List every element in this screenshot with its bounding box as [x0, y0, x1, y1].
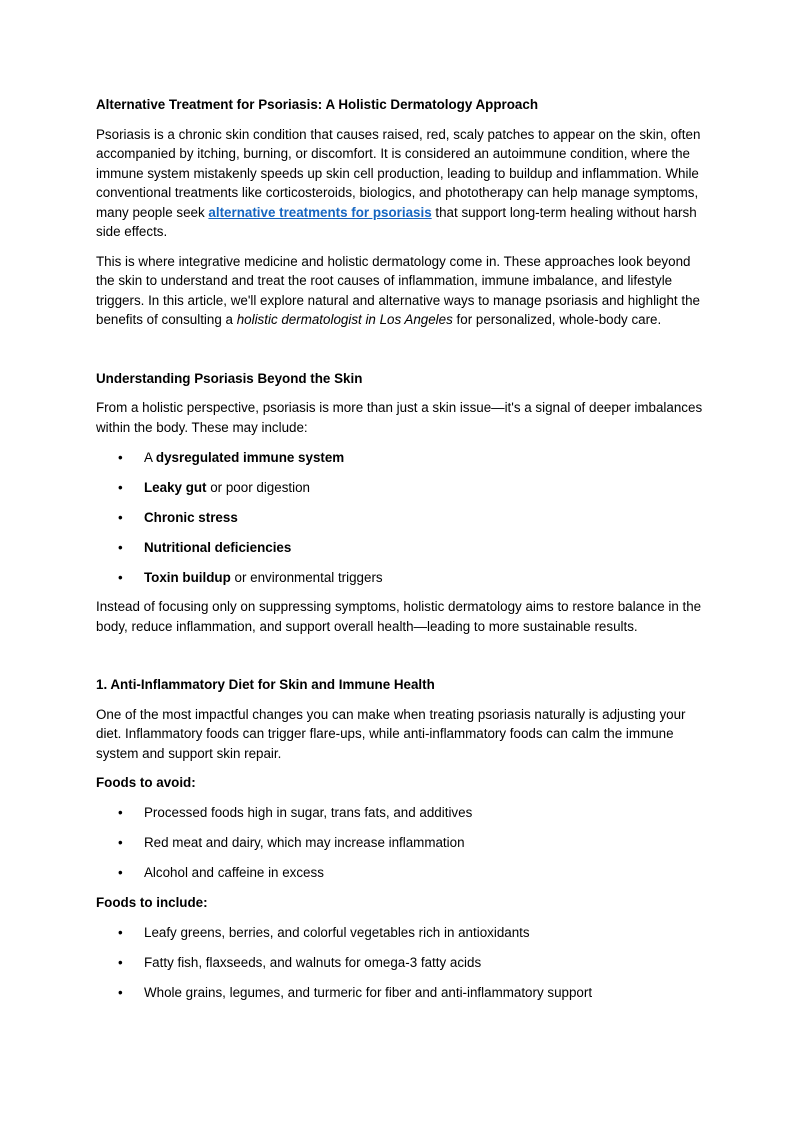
bullet-icon: • [118, 835, 123, 850]
list-item: • Whole grains, legumes, and turmeric for fiber and anti-inflammatory support [96, 983, 706, 1003]
imbalance-list [96, 448, 706, 588]
bullet-icon: • [118, 865, 123, 880]
bullet-icon: • [118, 984, 123, 1000]
foods-to-include-list [96, 923, 706, 1003]
list-item: • Chronic stress [96, 508, 706, 528]
italic-phrase: holistic dermatologist in Los Angeles [236, 312, 453, 327]
alternative-treatments-link[interactable]: alternative treatments for psoriasis [208, 204, 432, 220]
foods-to-include-label: Foods to include: [96, 894, 208, 910]
foods-to-avoid-label: Foods to avoid: [96, 775, 196, 790]
foods-to-avoid-list [96, 803, 706, 883]
document-title: Alternative Treatment for Psoriasis: A Holistic Dermatology Approach [96, 97, 538, 112]
list-item: • Processed foods high in sugar, trans fats, and additives [96, 803, 706, 823]
section-heading-diet: 1. Anti-Inflammatory Diet for Skin and Immune Health [96, 677, 435, 692]
bullet-icon: • [118, 924, 123, 940]
list-item: • Nutritional deficiencies [96, 538, 706, 558]
section2-intro: One of the most impactful changes you can make when treating psoriasis naturally is adjusting your diet. Inflammatory foods can trigger flare-ups, while anti-inflammatory foods can calm the immune system and support skin repair. [96, 706, 686, 761]
section1-outro: Instead of focusing only on suppressing symptoms, holistic dermatology aims to restore balance in the body, reduce inflammation, and support overall health—leading to more sustainable results. [96, 599, 702, 634]
bullet-icon: • [118, 539, 123, 555]
intro-paragraph-2: This is where integrative medicine and holistic dermatology come in. These approaches look beyond the skin to understand and treat the root causes of inflammation, immune imbalance, and lifestyle triggers. In this article, we'll explore natural and alternative ways to manage psoriasis and highlight the benefits of consulting a holistic dermatologist in Los Angeles for personalized, whole-body care. [96, 253, 700, 327]
bullet-icon: • [118, 954, 123, 970]
list-item: • Fatty fish, flaxseeds, and walnuts for omega-3 fatty acids [96, 953, 706, 973]
bullet-icon: • [118, 805, 123, 820]
bullet-icon: • [118, 479, 123, 495]
intro-paragraph-1: Psoriasis is a chronic skin condition that causes raised, red, scaly patches to appear on the skin, often accompanied by itching, burning, or discomfort. It is considered an autoimmune condition, where the immune system mistakenly speeds up skin cell production, leading to buildup and inflammation. While conventional treatments like corticosteroids, biologics, and phototherapy can help manage symptoms, many people seek alternative treatments for psoriasis that support long-term healing without harsh side effects. [96, 126, 701, 239]
document-page [96, 95, 706, 1002]
bullet-icon: • [118, 509, 123, 525]
bullet-icon: • [118, 449, 123, 465]
list-item: • A dysregulated immune system [96, 448, 706, 468]
section1-intro: From a holistic perspective, psoriasis is more than just a skin issue—it's a signal of deeper imbalances within the body. These may include: [96, 400, 703, 435]
list-item: • Leafy greens, berries, and colorful vegetables rich in antioxidants [96, 923, 706, 943]
bullet-icon: • [118, 569, 123, 585]
list-item: • Red meat and dairy, which may increase inflammation [96, 833, 706, 853]
list-item: • Toxin buildup or environmental triggers [96, 568, 706, 588]
section-heading-understanding: Understanding Psoriasis Beyond the Skin [96, 370, 363, 386]
list-item: • Leaky gut or poor digestion [96, 478, 706, 498]
list-item: • Alcohol and caffeine in excess [96, 863, 706, 883]
